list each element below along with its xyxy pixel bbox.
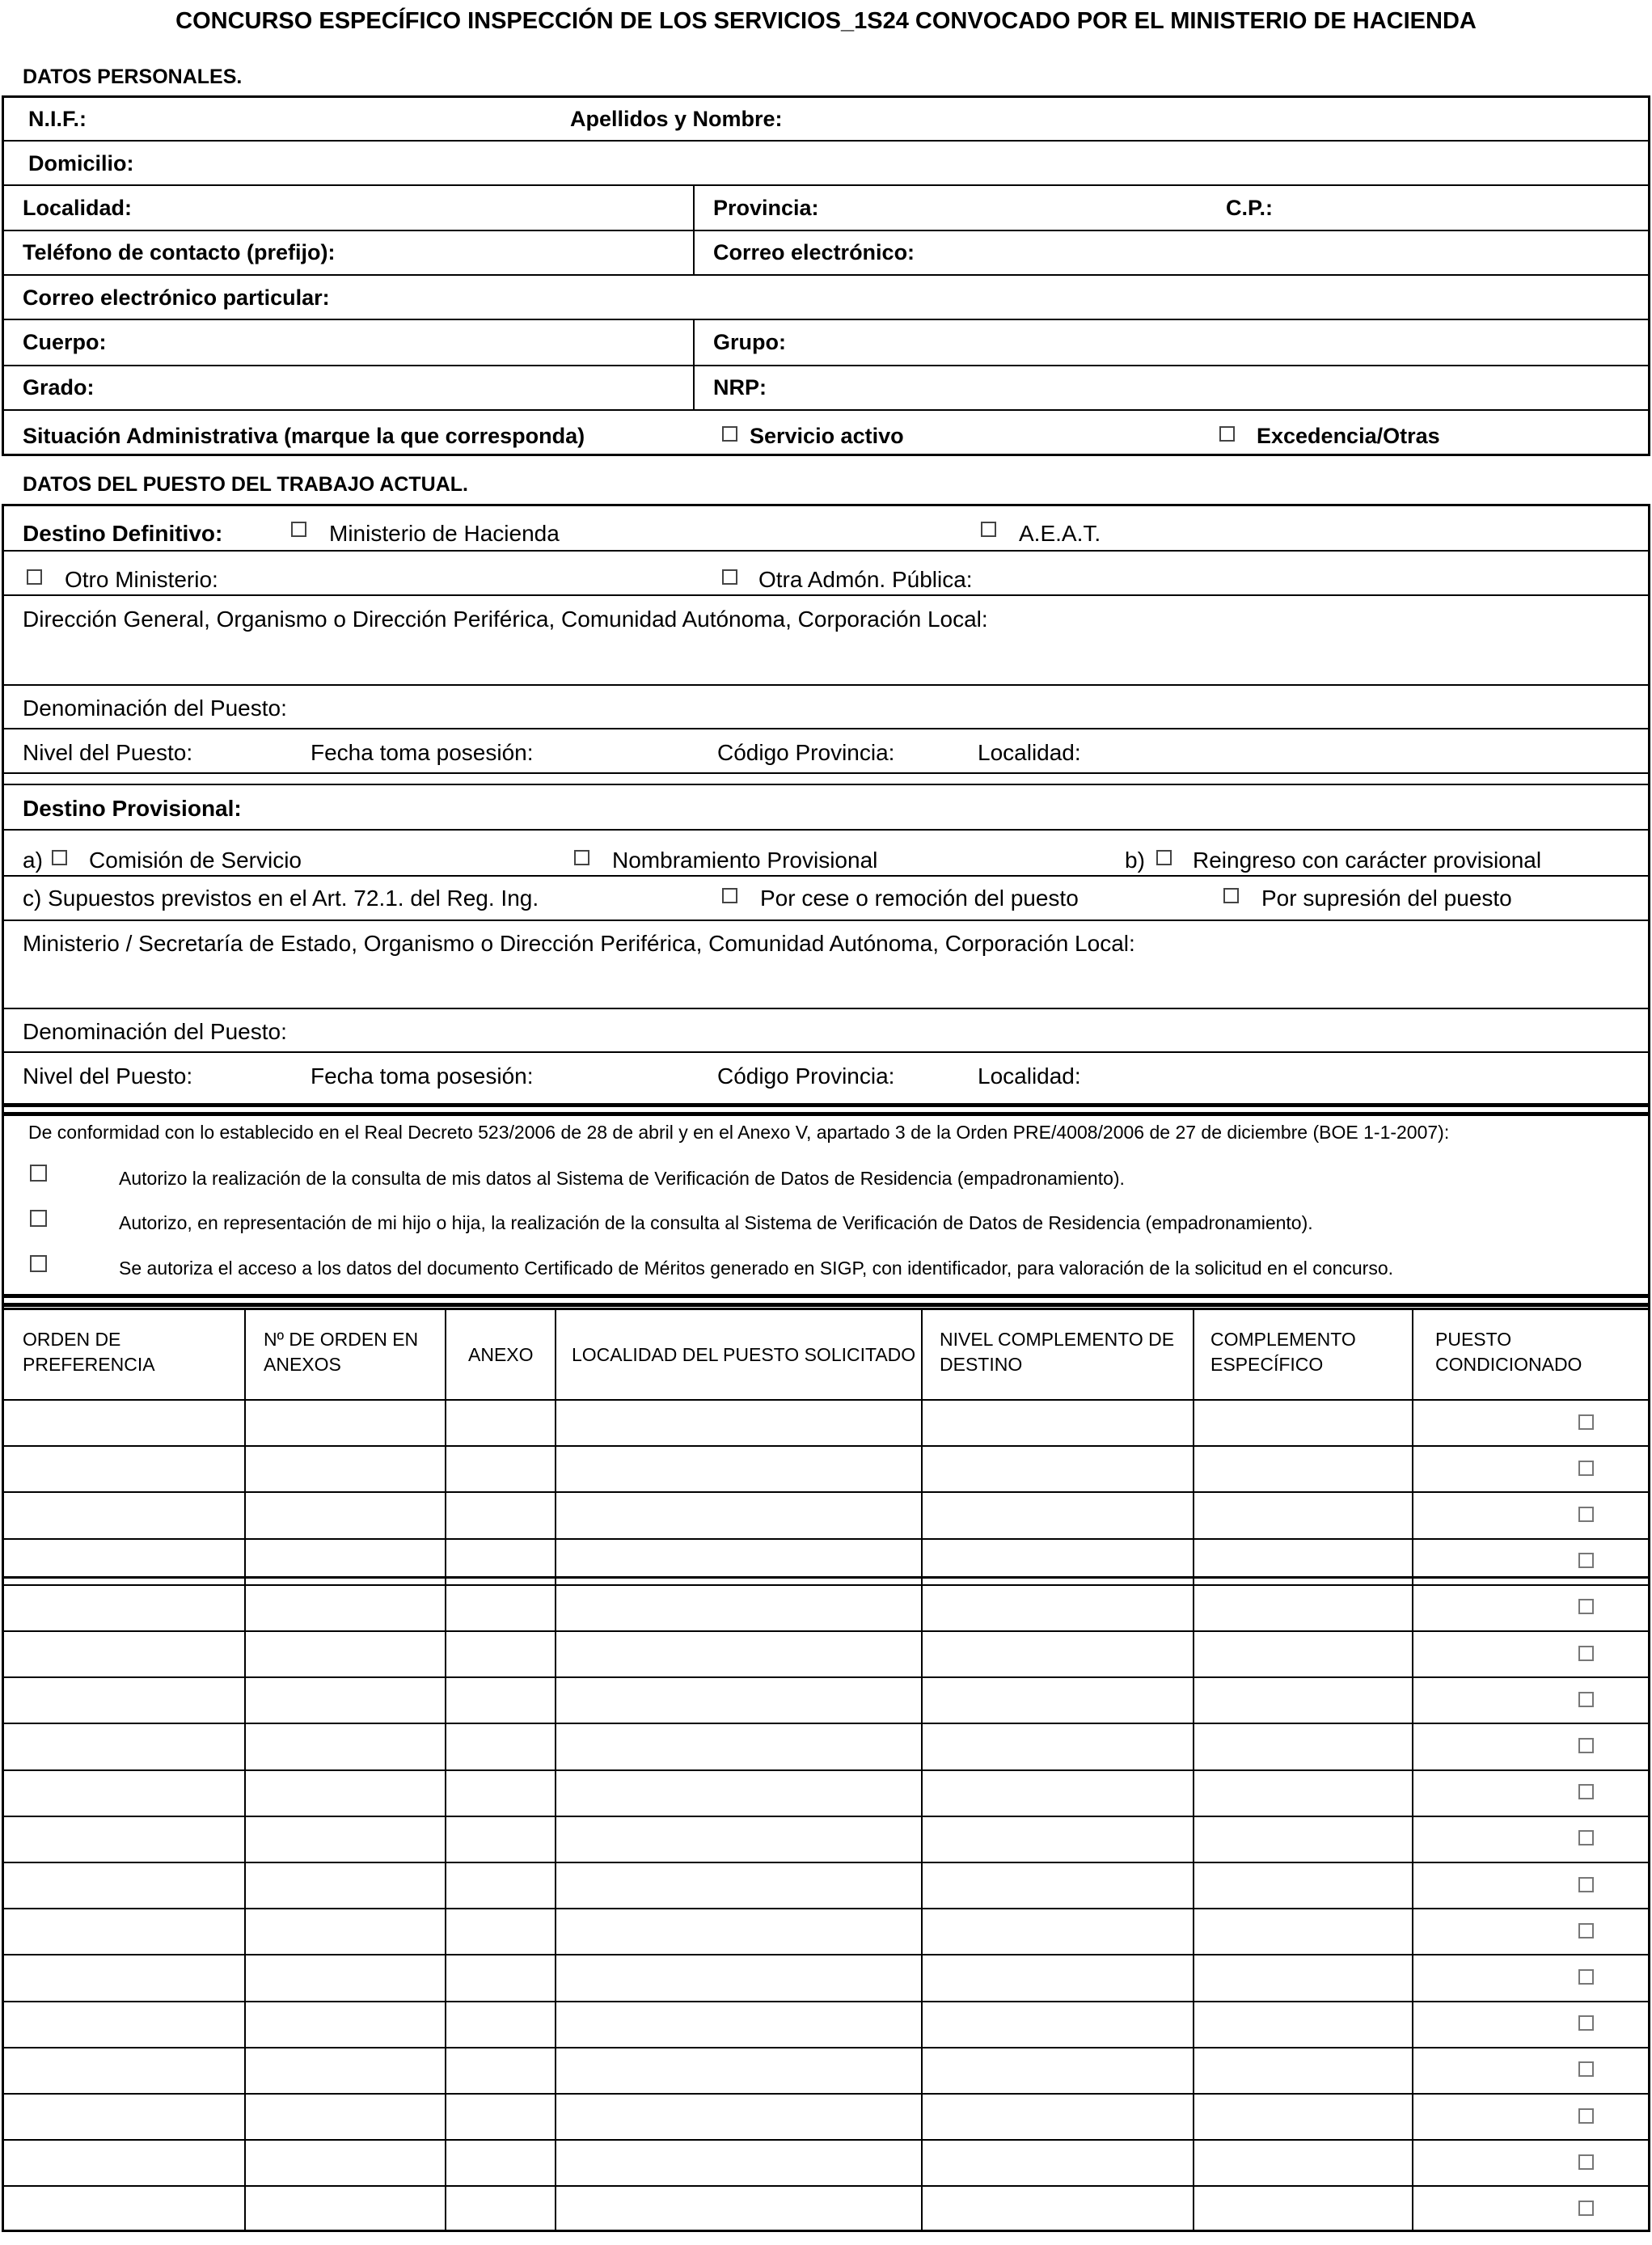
table-cell-input[interactable] (8, 1406, 241, 1440)
nrp-label: NRP: (713, 375, 767, 400)
table-cell-input[interactable] (561, 1591, 918, 1626)
table-cell-input[interactable] (451, 1868, 551, 1903)
consent-intro: De conformidad con lo establecido en el Real Decreto 523/2006 de 28 de abril y en el Anexo V, apartado 3 de la Orden PRE/4008/2006 de 27 de diciembre (BOE 1-1-2007): (28, 1122, 1450, 1143)
table-cell-input[interactable] (451, 1683, 551, 1718)
table-cell-input[interactable] (927, 2007, 1189, 2042)
table-cell-input[interactable] (1199, 1868, 1409, 1903)
reingreso-checkbox[interactable] (1156, 850, 1172, 865)
aeat-label: A.E.A.T. (1019, 521, 1101, 546)
table-cell-input[interactable] (451, 2146, 551, 2180)
table-cell-input[interactable] (8, 1591, 241, 1626)
table-cell-input[interactable] (927, 2192, 1189, 2226)
puesto-condicionado-checkbox[interactable] (1578, 1830, 1594, 1845)
col-header-localidad: LOCALIDAD DEL PUESTO SOLICITADO (572, 1344, 916, 1365)
cuerpo-label: Cuerpo: (23, 330, 107, 354)
table-cell-input[interactable] (251, 1729, 442, 1764)
apellidos-label: Apellidos y Nombre: (570, 107, 783, 131)
table-cell-input[interactable] (927, 1960, 1189, 1995)
denominacion-input[interactable] (291, 691, 1645, 725)
table-cell-input[interactable] (251, 2007, 442, 2042)
table-cell-input[interactable] (1199, 1776, 1409, 1811)
table-cell-input[interactable] (1199, 1822, 1409, 1857)
puesto-condicionado-checkbox[interactable] (1578, 2015, 1594, 2031)
codigo-provincia-provisional-label: Código Provincia: (717, 1063, 895, 1089)
grupo-input[interactable] (792, 327, 1645, 361)
table-cell-input[interactable] (561, 1729, 918, 1764)
table-cell-input[interactable] (1199, 1914, 1409, 1949)
table-cell-input[interactable] (251, 1960, 442, 1995)
puesto-condicionado-checkbox[interactable] (1578, 2108, 1594, 2124)
table-cell-input[interactable] (8, 1776, 241, 1811)
correo-input[interactable] (918, 237, 1645, 271)
ministerio-hacienda-label: Ministerio de Hacienda (329, 521, 560, 546)
table-cell-input[interactable] (451, 1776, 551, 1811)
table-cell-input[interactable] (561, 2099, 918, 2134)
cp-label: C.P.: (1226, 196, 1274, 220)
puesto-condicionado-checkbox[interactable] (1578, 1553, 1594, 1568)
table-cell-input[interactable] (927, 1776, 1189, 1811)
table-cell-input[interactable] (927, 2053, 1189, 2088)
cuerpo-input[interactable] (105, 327, 691, 361)
table-cell-input[interactable] (251, 1637, 442, 1672)
table-cell-input[interactable] (451, 1637, 551, 1672)
puesto-condicionado-checkbox[interactable] (1578, 1692, 1594, 1707)
table-cell-input[interactable] (927, 1683, 1189, 1718)
table-cell-input[interactable] (451, 1729, 551, 1764)
excedencia-checkbox[interactable] (1219, 426, 1235, 442)
servicio-activo-label: Servicio activo (750, 424, 904, 448)
table-cell-input[interactable] (251, 1545, 442, 1579)
grado-input[interactable] (97, 372, 691, 406)
table-row-divider (2, 1816, 1650, 1817)
grado-label: Grado: (23, 375, 95, 400)
localidad-label: Localidad: (23, 196, 133, 220)
table-cell-input[interactable] (927, 1822, 1189, 1857)
localidad-provisional-label: Localidad: (978, 1063, 1081, 1089)
table-row-divider (2, 1445, 1650, 1447)
table-cell-input[interactable] (561, 2192, 918, 2226)
provincia-label: Provincia: (713, 196, 819, 220)
table-cell-input[interactable] (561, 1498, 918, 1533)
table-cell-input[interactable] (251, 2146, 442, 2180)
table-cell-input[interactable] (927, 1591, 1189, 1626)
table-cell-input[interactable] (8, 1498, 241, 1533)
puesto-condicionado-checkbox[interactable] (1578, 2201, 1594, 2216)
nrp-input[interactable] (776, 372, 1645, 406)
table-cell-input[interactable] (451, 2192, 551, 2226)
table-cell-input[interactable] (561, 1822, 918, 1857)
otra-admon-checkbox[interactable] (722, 569, 737, 585)
col-header-num-orden: Nº DE ORDEN EN ANEXOS (264, 1329, 419, 1375)
comision-label: Comisión de Servicio (89, 848, 302, 873)
table-cell-input[interactable] (1199, 2192, 1409, 2226)
consent-sigp-checkbox[interactable] (30, 1255, 47, 1272)
table-cell-input[interactable] (927, 1406, 1189, 1440)
table-cell-input[interactable] (251, 1914, 442, 1949)
table-cell-input[interactable] (451, 1452, 551, 1486)
table-row-divider (2, 2001, 1650, 2002)
codigo-provincia-label: Código Provincia: (717, 740, 895, 765)
table-header-divider (2, 1399, 1650, 1401)
consent-sigp-text: Se autoriza el acceso a los datos del documento Certificado de Méritos generado en SIGP, con identificador, para valoración de la solicitud en el concurso. (119, 1258, 1394, 1279)
option-a-prefix: a) (23, 848, 43, 873)
domicilio-input[interactable] (146, 148, 1645, 182)
col-header-anexo: ANEXO (468, 1344, 534, 1365)
table-cell-input[interactable] (251, 1683, 442, 1718)
localidad-provisional-input[interactable] (1096, 1059, 1645, 1093)
section-heading-personal: DATOS PERSONALES. (23, 66, 243, 88)
excedencia-label: Excedencia/Otras (1257, 424, 1440, 448)
table-cell-input[interactable] (451, 1914, 551, 1949)
reingreso-label: Reingreso con carácter provisional (1193, 848, 1542, 873)
denominacion-provisional-label: Denominación del Puesto: (23, 1019, 287, 1044)
table-cell-input[interactable] (1199, 2099, 1409, 2134)
nombramiento-label: Nombramiento Provisional (612, 848, 878, 873)
consent-hijo-checkbox[interactable] (30, 1210, 47, 1227)
table-cell-input[interactable] (8, 1822, 241, 1857)
table-row-divider (2, 1723, 1650, 1724)
table-cell-input[interactable] (451, 1406, 551, 1440)
table-cell-input[interactable] (561, 1776, 918, 1811)
puesto-condicionado-checkbox[interactable] (1578, 1738, 1594, 1753)
table-cell-input[interactable] (1199, 1498, 1409, 1533)
table-cell-input[interactable] (451, 1822, 551, 1857)
correo-particular-input[interactable] (340, 282, 1645, 316)
table-cell-input[interactable] (8, 1637, 241, 1672)
consent-residencia-checkbox[interactable] (30, 1165, 47, 1182)
otro-ministerio-checkbox[interactable] (27, 569, 42, 585)
supuestos-label: c) Supuestos previstos en el Art. 72.1. del Reg. Ing. (23, 886, 539, 911)
table-cell-input[interactable] (8, 2192, 241, 2226)
table-cell-input[interactable] (8, 2053, 241, 2088)
table-cell-input[interactable] (251, 2053, 442, 2088)
puesto-condicionado-checkbox[interactable] (1578, 1461, 1594, 1476)
table-cell-input[interactable] (1199, 2007, 1409, 2042)
form-title: CONCURSO ESPECÍFICO INSPECCIÓN DE LOS SERVICIOS_1S24 CONVOCADO POR EL MINISTERIO DE HACIENDA (175, 8, 1477, 34)
table-cell-input[interactable] (8, 1868, 241, 1903)
nombramiento-checkbox[interactable] (574, 850, 589, 865)
table-cell-input[interactable] (561, 2007, 918, 2042)
table-cell-input[interactable] (1199, 1729, 1409, 1764)
table-cell-input[interactable] (927, 1498, 1189, 1533)
table-cell-input[interactable] (927, 2146, 1189, 2180)
table-row-divider (2, 2139, 1650, 2141)
table-cell-input[interactable] (451, 1498, 551, 1533)
table-cell-input[interactable] (927, 1637, 1189, 1672)
col-header-nivel: NIVEL COMPLEMENTO DE DESTINO (940, 1329, 1175, 1375)
direccion-general-label: Dirección General, Organismo o Dirección Periférica, Comunidad Autónoma, Corporación Local: (23, 607, 988, 632)
table-cell-input[interactable] (927, 2099, 1189, 2134)
localidad-puesto-label: Localidad: (978, 740, 1081, 765)
table-cell-input[interactable] (927, 1868, 1189, 1903)
table-cell-input[interactable] (927, 1729, 1189, 1764)
cp-input[interactable] (1286, 192, 1645, 226)
denominacion-label: Denominación del Puesto: (23, 695, 287, 721)
table-row-divider (2, 1676, 1650, 1678)
table-cell-input[interactable] (8, 2146, 241, 2180)
table-cell-input[interactable] (8, 1960, 241, 1995)
option-b-prefix: b) (1125, 848, 1145, 873)
table-cell-input[interactable] (451, 1545, 551, 1579)
destino-definitivo-label: Destino Definitivo: (23, 521, 223, 546)
puesto-condicionado-checkbox[interactable] (1578, 1646, 1594, 1661)
table-cell-input[interactable] (8, 1683, 241, 1718)
otra-admon-label: Otra Admón. Pública: (758, 567, 973, 592)
col-header-complemento: COMPLEMENTO ESPECÍFICO (1210, 1329, 1356, 1375)
telefono-input[interactable] (348, 237, 691, 271)
table-row-divider (2, 2047, 1650, 2048)
table-cell-input[interactable] (561, 1683, 918, 1718)
table-row-divider (2, 1908, 1650, 1909)
situacion-label: Situación Administrativa (marque la que corresponda) (23, 424, 585, 448)
table-cell-input[interactable] (1199, 1452, 1409, 1486)
ministerio-provisional-input[interactable] (23, 962, 1643, 1004)
table-cell-input[interactable] (251, 2192, 442, 2226)
table-row-divider (2, 1630, 1650, 1632)
correo-label: Correo electrónico: (713, 240, 915, 264)
otro-ministerio-label: Otro Ministerio: (65, 567, 218, 592)
nif-input[interactable] (113, 104, 561, 137)
direccion-general-input[interactable] (23, 639, 1643, 681)
puesto-condicionado-checkbox[interactable] (1578, 1969, 1594, 1985)
cese-label: Por cese o remoción del puesto (760, 886, 1079, 911)
telefono-label: Teléfono de contacto (prefijo): (23, 240, 336, 264)
table-cell-input[interactable] (561, 1545, 918, 1579)
table-cell-input[interactable] (561, 1637, 918, 1672)
table-cell-input[interactable] (8, 2007, 241, 2042)
table-cell-input[interactable] (451, 2007, 551, 2042)
table-cell-input[interactable] (8, 2099, 241, 2134)
nivel-label: Nivel del Puesto: (23, 740, 193, 765)
table-row-divider (2, 1491, 1650, 1493)
cese-checkbox[interactable] (722, 888, 737, 903)
localidad-puesto-input[interactable] (1096, 736, 1645, 770)
table-cell-input[interactable] (561, 1960, 918, 1995)
table-cell-input[interactable] (1199, 1591, 1409, 1626)
table-cell-input[interactable] (1199, 1637, 1409, 1672)
table-cell-input[interactable] (451, 2099, 551, 2134)
fecha-provisional-label: Fecha toma posesión: (311, 1063, 534, 1089)
table-cell-input[interactable] (927, 1545, 1189, 1579)
table-cell-input[interactable] (451, 2053, 551, 2088)
ministerio-provisional-label: Ministerio / Secretaría de Estado, Organismo o Dirección Periférica, Comunidad Autónoma, Corporación Local: (23, 931, 1135, 956)
supresion-label: Por supresión del puesto (1261, 886, 1512, 911)
table-cell-input[interactable] (8, 1729, 241, 1764)
table-cell-input[interactable] (8, 1545, 241, 1579)
consent-hijo-text: Autorizo, en representación de mi hijo o hija, la realización de la consulta al Sistema de Verificación de Datos de Residencia (empadronamiento). (119, 1212, 1313, 1233)
puesto-condicionado-checkbox[interactable] (1578, 2061, 1594, 2077)
table-cell-input[interactable] (251, 1452, 442, 1486)
puesto-condicionado-checkbox[interactable] (1578, 1784, 1594, 1799)
grupo-label: Grupo: (713, 330, 786, 354)
puesto-condicionado-checkbox[interactable] (1578, 1414, 1594, 1430)
puesto-condicionado-checkbox[interactable] (1578, 1599, 1594, 1614)
comision-checkbox[interactable] (52, 850, 67, 865)
col-header-condicionado: PUESTO CONDICIONADO (1435, 1329, 1582, 1375)
denominacion-provisional-input[interactable] (291, 1015, 1645, 1049)
table-cell-input[interactable] (251, 1868, 442, 1903)
table-cell-input[interactable] (561, 2053, 918, 2088)
table-cell-input[interactable] (1199, 1545, 1409, 1579)
table-cell-input[interactable] (927, 1452, 1189, 1486)
table-row-divider (2, 1769, 1650, 1771)
table-cell-input[interactable] (251, 2099, 442, 2134)
table-cell-input[interactable] (1199, 1960, 1409, 1995)
localidad-input[interactable] (137, 192, 691, 226)
table-cell-input[interactable] (927, 1914, 1189, 1949)
table-cell-input[interactable] (1199, 2053, 1409, 2088)
table-cell-input[interactable] (1199, 1683, 1409, 1718)
table-cell-input[interactable] (251, 1776, 442, 1811)
section-heading-puesto: DATOS DEL PUESTO DEL TRABAJO ACTUAL. (23, 473, 468, 496)
ministerio-hacienda-checkbox[interactable] (291, 522, 306, 537)
table-cell-input[interactable] (561, 2146, 918, 2180)
table-row-divider (2, 1862, 1650, 1863)
nif-label: N.I.F.: (28, 107, 87, 131)
supresion-checkbox[interactable] (1223, 888, 1239, 903)
puesto-condicionado-checkbox[interactable] (1578, 2154, 1594, 2170)
table-cell-input[interactable] (8, 1914, 241, 1949)
table-cell-input[interactable] (8, 1452, 241, 1486)
servicio-activo-checkbox[interactable] (722, 426, 737, 442)
table-cell-input[interactable] (251, 1406, 442, 1440)
puesto-condicionado-checkbox[interactable] (1578, 1877, 1594, 1892)
domicilio-label: Domicilio: (28, 151, 134, 175)
table-cell-input[interactable] (1199, 1406, 1409, 1440)
table-cell-input[interactable] (561, 1452, 918, 1486)
table-cell-input[interactable] (451, 1960, 551, 1995)
table-cell-input[interactable] (451, 1591, 551, 1626)
col-header-orden: ORDEN DE PREFERENCIA (23, 1329, 155, 1375)
table-row-divider (2, 2185, 1650, 2187)
table-row-divider (2, 1954, 1650, 1955)
table-row-divider (2, 1538, 1650, 1540)
puesto-condicionado-checkbox[interactable] (1578, 1507, 1594, 1522)
table-cell-input[interactable] (251, 1591, 442, 1626)
table-cell-input[interactable] (561, 1868, 918, 1903)
puesto-condicionado-checkbox[interactable] (1578, 1923, 1594, 1938)
table-cell-input[interactable] (1199, 2146, 1409, 2180)
provincia-input[interactable] (825, 192, 1216, 226)
table-cell-input[interactable] (561, 1406, 918, 1440)
correo-particular-label: Correo electrónico particular: (23, 285, 330, 310)
table-cell-input[interactable] (251, 1498, 442, 1533)
consent-residencia-text: Autorizo la realización de la consulta de mis datos al Sistema de Verificación de Datos de Residencia (empadronamiento). (119, 1168, 1125, 1189)
apellidos-input[interactable] (792, 104, 1645, 137)
table-cell-input[interactable] (251, 1822, 442, 1857)
table-cell-input[interactable] (561, 1914, 918, 1949)
table-row-divider (2, 1584, 1650, 1586)
destino-provisional-label: Destino Provisional: (23, 796, 242, 821)
aeat-checkbox[interactable] (981, 522, 996, 537)
fecha-label: Fecha toma posesión: (311, 740, 534, 765)
nivel-provisional-label: Nivel del Puesto: (23, 1063, 193, 1089)
table-row-divider (2, 2093, 1650, 2095)
